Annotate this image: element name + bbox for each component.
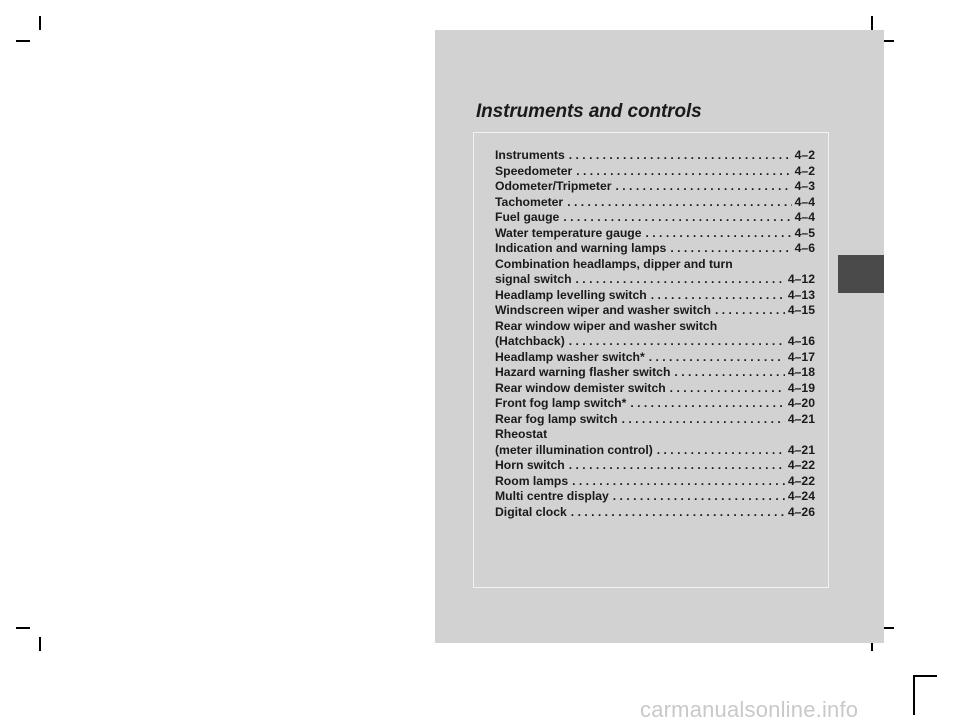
toc-entry-title: (meter illumination control) [495,442,653,457]
leader-dots [630,396,785,412]
toc-entry-page: 4–12 [787,272,815,286]
toc-entry-page: 4–26 [787,504,815,519]
leader-dots [576,164,791,180]
toc-entry-title-line1[interactable]: Rear window wiper and washer switch [495,318,718,333]
toc-entry-page: 4–19 [787,380,815,395]
toc-entry-title: Instruments [495,148,565,162]
corner-mark [913,675,937,677]
toc-entry[interactable] [495,489,815,505]
toc-entry[interactable] [495,241,815,257]
toc-entry-page: 4–22 [787,458,815,472]
toc-entry-title: Rear fog lamp switch [495,411,618,426]
toc-entry-title: Fuel gauge [495,210,560,224]
crop-mark [39,637,41,651]
leader-dots [649,350,785,366]
toc-entry-title: Water temperature gauge [495,225,642,240]
toc-entry-title: Rear window demister switch [495,380,666,395]
crop-mark [16,627,30,629]
toc-entry-title: Windscreen wiper and washer switch [495,303,711,317]
toc-entry-page: 4–20 [787,396,815,410]
toc-entry[interactable] [495,179,815,195]
leader-dots [569,334,785,350]
crop-mark [871,16,873,30]
leader-dots [563,210,791,226]
toc-entry-page: 4–5 [794,225,815,240]
leader-dots [670,241,791,257]
leader-dots [572,474,785,490]
leader-dots [657,443,785,459]
toc-entry-title: Headlamp washer switch* [495,349,645,364]
leader-dots [576,272,785,288]
toc-entry-page: 4–16 [787,334,815,348]
leader-dots [651,288,785,304]
leader-dots [613,489,785,505]
toc-entry-title-line1[interactable]: Rheostat [495,427,548,441]
toc-entry-page: 4–18 [787,365,815,379]
table-of-contents [495,148,815,520]
toc-entry-page: 4–21 [787,442,815,457]
leader-dots [571,505,785,521]
leader-dots [622,412,785,428]
toc-entry-page: 4–6 [794,241,815,255]
toc-entry-page: 4–4 [794,194,815,209]
leader-dots [646,226,792,242]
leader-dots [616,179,792,195]
chapter-heading: Instruments and controls [476,101,702,122]
toc-entry-title-line1[interactable]: Combination headlamps, dipper and turn [495,256,733,271]
toc-entry[interactable] [495,288,815,304]
toc-entry-page: 4–3 [794,179,815,193]
toc-entry[interactable] [495,210,815,226]
toc-entry[interactable] [495,272,815,288]
toc-entry-title: Digital clock [495,504,567,519]
crop-mark [16,40,30,42]
toc-entry[interactable] [495,396,815,412]
leader-dots [569,148,792,164]
toc-entry-page: 4–24 [787,489,815,503]
toc-entry-title: Multi centre display [495,489,609,503]
toc-entry[interactable] [495,303,815,319]
toc-entry[interactable] [495,505,815,521]
toc-entry[interactable] [495,458,815,474]
watermark: carmanualsonline.info [640,697,859,722]
toc-entry-title: Indication and warning lamps [495,241,667,255]
toc-entry-page: 4–2 [794,148,815,162]
toc-entry[interactable] [495,365,815,381]
toc-entry-title: signal switch [495,272,572,286]
toc-entry-page: 4–21 [787,411,815,426]
leader-dots [670,381,785,397]
toc-entry-title: Speedometer [495,163,573,178]
toc-entry-title: Headlamp levelling switch [495,287,647,302]
toc-entry-title: Tachometer [495,194,564,209]
toc-entry-page: 4–22 [787,473,815,488]
toc-entry-title: Hazard warning flasher switch [495,365,671,379]
toc-entry[interactable] [495,334,815,350]
toc-entry[interactable] [495,381,815,397]
toc-entry[interactable] [495,474,815,490]
chapter-tab [838,255,884,293]
leader-dots [567,195,791,211]
toc-entry[interactable] [495,148,815,164]
corner-mark [913,675,915,715]
toc-entry-page: 4–4 [794,210,815,224]
toc-entry-page: 4–2 [794,163,815,178]
toc-entry-title: (Hatchback) [495,334,565,348]
crop-mark [39,16,41,30]
leader-dots [674,365,784,381]
leader-dots [715,303,785,319]
toc-entry-title: Room lamps [495,473,569,488]
toc-entry[interactable] [495,226,815,242]
leader-dots [569,458,785,474]
toc-entry[interactable] [495,412,815,428]
toc-entry[interactable] [495,443,815,459]
toc-entry-page: 4–13 [787,287,815,302]
toc-entry-title: Front fog lamp switch* [495,396,627,410]
toc-entry[interactable] [495,195,815,211]
toc-entry[interactable] [495,164,815,180]
toc-entry-title: Odometer/Tripmeter [495,179,612,193]
toc-entry-title: Horn switch [495,458,565,472]
toc-entry-page: 4–15 [787,303,815,317]
toc-entry[interactable] [495,350,815,366]
toc-entry-page: 4–17 [787,349,815,364]
